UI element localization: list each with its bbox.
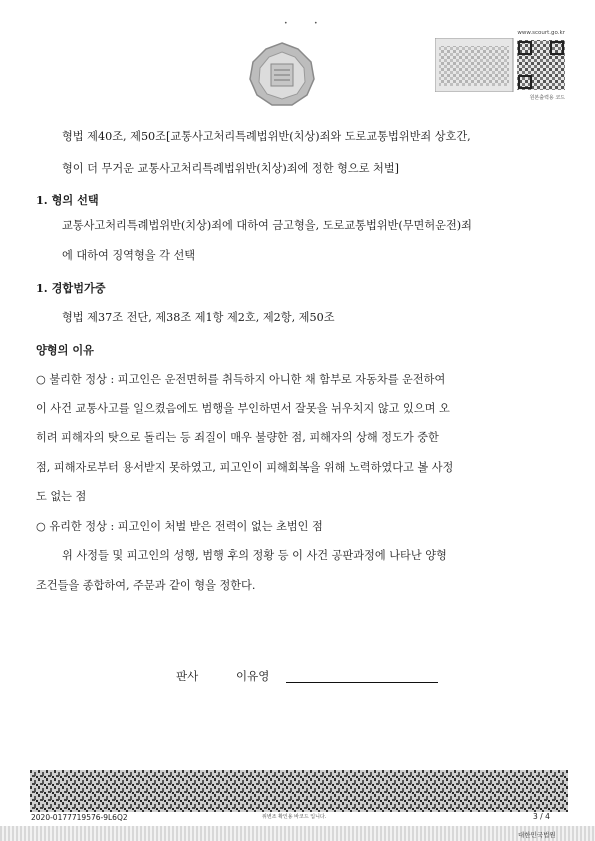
text-line: 에 대하여 징역형을 각 선택 <box>62 249 196 262</box>
judge-title: 판사 <box>176 669 199 683</box>
court-seal-icon <box>247 40 317 110</box>
anti-forgery-barcode-icon <box>30 770 568 812</box>
text-line: 도 없는 점 <box>36 490 87 503</box>
text-line: ○ 유리한 정상 : 피고인이 처벌 받은 전력이 없는 초범인 점 <box>36 520 323 533</box>
text-line: 조건들을 종합하여, 주문과 같이 형을 정한다. <box>36 579 256 592</box>
section-heading: 1. 형의 선택 <box>36 193 99 207</box>
verification-code <box>435 30 565 101</box>
sentencing-reasons-heading: 양형의 이유 <box>36 343 94 357</box>
signature-line <box>286 682 438 683</box>
text-line: 형법 제40조, 제50조[교통사고처리특례법위반(치상)죄와 도로교통법위반죄 상호간, <box>62 130 471 143</box>
section-heading: 1. 경합범가중 <box>36 281 106 295</box>
scan-mark: • <box>314 20 318 27</box>
court-url: www.scourt.go.kr <box>517 30 565 36</box>
text-line: 히려 피해자의 탓으로 돌리는 등 죄질이 매우 불량한 점, 피해자의 상해 정도가 중한 <box>36 431 439 444</box>
text-line: 형법 제37조 전단, 제38조 제1항 제2호, 제2항, 제50조 <box>62 311 335 324</box>
text-line: 형이 더 무거운 교통사고처리특례법위반(치상)죄에 정한 형으로 처벌] <box>62 162 400 175</box>
text-line: 이 사건 교통사고를 일으켰음에도 범행을 부인하면서 잘못을 뉘우치지 않고 있으며 오 <box>36 402 450 415</box>
page-number: 3 / 4 <box>533 812 550 821</box>
document-id: 2020-0177719576-9L6Q2 <box>31 813 128 822</box>
text-line: 위 사정들 및 피고인의 성행, 범행 후의 정황 등 이 사건 공판과정에 나타난 양형 <box>62 549 447 562</box>
footer-band <box>0 826 595 841</box>
judge-name: 이유영 <box>236 669 270 683</box>
qr-caption: 원본출력용 코드 <box>529 95 565 101</box>
text-line: ○ 불리한 정상 : 피고인은 운전면허를 취득하지 아니한 채 함부로 자동차를 운전하여 <box>36 373 446 386</box>
scan-mark: • <box>284 20 288 27</box>
text-line: 점, 피해자로부터 용서받지 못하였고, 피고인이 피해회복을 위해 노력하였다고 볼 사정 <box>36 461 454 474</box>
court-name: 대한민국법원 <box>518 831 556 839</box>
text-line: 교통사고처리특례법위반(치상)죄에 대하여 금고형을, 도로교통법위반(무면허운전)죄 <box>62 219 472 232</box>
qr-code-icon <box>435 38 565 92</box>
barcode-notice: 위변조 확인용 바코드 입니다. <box>262 814 327 820</box>
